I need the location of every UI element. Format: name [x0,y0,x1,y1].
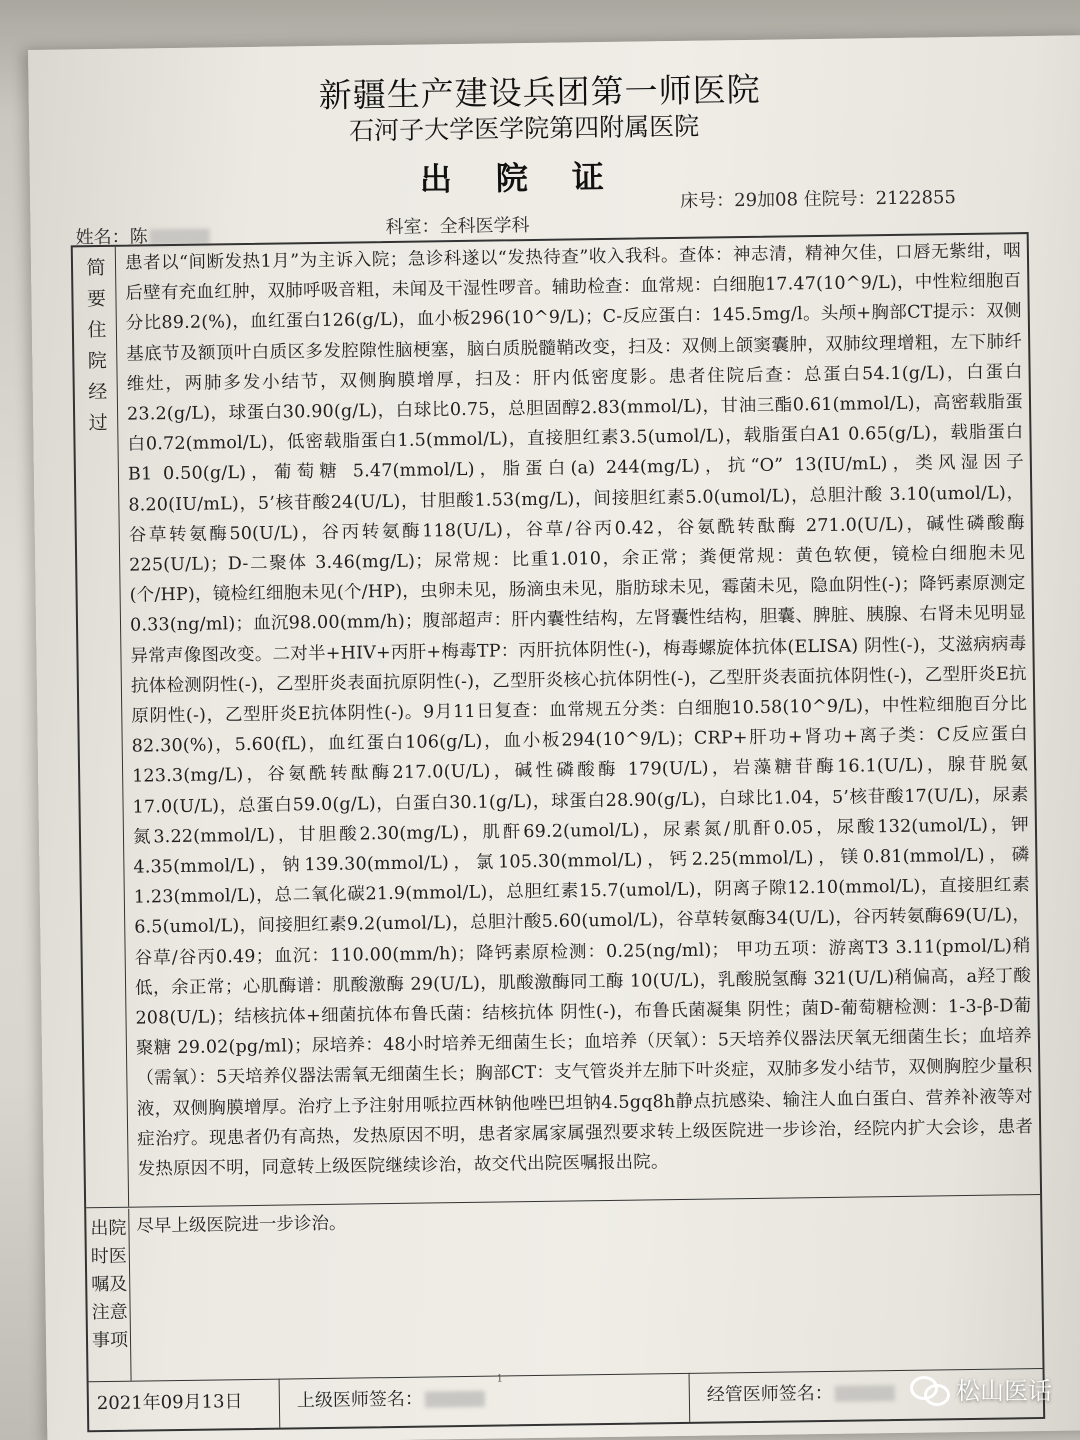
signature-blur [835,1385,895,1402]
footer-divider [689,1373,691,1422]
hospital-course-summary: 患者以“间断发热1月”为主诉入院；急诊科遂以“发热待查”收入我科。查体：神志清，精神欠佳，口唇无紫绀，咽后壁有充血红肿，双肺呼吸音粗，未闻及干湿性啰音。辅助检查：血常规：白细胞17.47(10^9/L)，中性粒细胞百分比89.2(%)，血红蛋白126(g/L)，血小板296(10^9/L)；C-反应蛋白：145.5mg/l。头颅+胸部CT提示：双侧基底节及额顶叶白质区多发腔隙性脑梗塞，脑白质脱髓鞘改变，扫及：双侧上颌窦囊肿，双肺纹理增粗，左下肺纤维灶，两肺多发小结节，双侧胸膜增厚，扫及：肝内低密度影。患者住院后查：总蛋白54.1(g/L)，白蛋白23.2(g/L)，球蛋白30.90(g/L)，白球比0.75，总胆固醇2.83(mmol/L)，甘油三酯0.61(mmol/L)，高密载脂蛋白0.72(mmol/L)，低密载脂蛋白1.5(mmol/L)，直接胆红素3.5(umol/L)，载脂蛋白A1 0.65(g/L)，载脂蛋白B1 0.50(g/L)，葡萄糖 5.47(mmol/L)，脂蛋白(a) 244(mg/L)，抗“O” 13(IU/mL)，类风湿因子8.20(IU/mL)，5’核苷酸24(U/L)，甘胆酸1.53(mg/L)，间接胆红素5.0(umol/L)，总胆汁酸 3.10(umol/L)，谷草转氨酶50(U/L)，谷丙转氨酶118(U/L)，谷草/谷丙0.42，谷氨酰转酞酶 271.0(U/L)，碱性磷酸酶 225(U/L)；D-二聚体 3.46(mg/L)；尿常规：比重1.010，余正常；粪便常规：黄色软便，镜检白细胞未见(个/HP)，镜检红细胞未见(个/HP)，虫卵未见，肠滴虫未见，脂肪球未见，霉菌未见，隐血阴性(-)；降钙素原测定0.33(ng/ml)；血沉98.00(mm/h)；腹部超声：肝内囊性结构，左肾囊性结构，胆囊、脾脏、胰腺、右肾未见明显异常声像图改变。二对半+HIV+丙肝+梅毒TP：丙肝抗体阴性(-)，梅毒螺旋体抗体(ELISA) 阴性(-)，艾滋病病毒抗体检测阴性(-)，乙型肝炎表面抗原阴性(-)，乙型肝炎核心抗体阴性(-)，乙型肝炎表面抗体阴性(-)，乙型肝炎E抗原阴性(-)，乙型肝炎E抗体阴性(-)。9月11日复查：血常规五分类：白细胞10.58(10^9/L)，中性粒细胞百分比82.30(%)，5.60(fL)，血红蛋白106(g/L)，血小板294(10^9/L)；CRP+肝功+肾功+离子类：C反应蛋白123.3(mg/L)，谷氨酰转酞酶217.0(U/L)，碱性磷酸酶 179(U/L)，岩藻糖苷酶16.1(U/L)，腺苷脱氨17.0(U/L)，总蛋白59.0(g/L)，白蛋白30.1(g/L)，球蛋白28.90(g/L)，白球比1.04，5’核苷酸17(U/L)，尿素氮3.22(mmol/L)，甘胆酸2.30(mg/L)，肌酐69.2(umol/L)，尿素氮/肌酐0.05，尿酸132(umol/L)，钾4.35(mmol/L)，钠139.30(mmol/L)，氯105.30(mmol/L)，钙2.25(mmol/L)，镁0.81(mmol/L)，磷1.23(mmol/L)，总二氧化碳21.9(mmol/L)，总胆红素15.7(umol/L)，阴离子隙12.10(mmol/L)，直接胆红素6.5(umol/L)，间接胆红素9.2(umol/L)，总胆汁酸5.60(umol/L)，谷草转氨酶34(U/L)，谷丙转氨酶69(U/L)，谷草/谷丙0.49；血沉：110.00(mm/h)；降钙素原检测：0.25(ng/ml)； 甲功五项：游离T3 3.11(pmol/L)稍低，余正常；心肌酶谱：肌酸激酶 29(U/L)，肌酸激酶同工酶 10(U/L)，乳酸脱氢酶 321(U/L)稍偏高，a羟丁酸 208(U/L)；结核抗体+细菌抗体布鲁氏菌：结核抗体 阴性(-)，布鲁氏菌凝集 阴性；菌D-葡萄糖检测：1-3-β-D葡聚糖 29.02(pg/ml)；尿培养：48小时培养无细菌生长；血培养（厌氧）：5天培养仪器法厌氧无细菌生长；血培养（需氧）：5天培养仪器法需氧无细菌生长；胸部CT：支气管炎并左肺下叶炎症，双肺多发小结节，双侧胸腔少量积液，双侧胸膜增厚。治疗上予注射用哌拉西林钠他唑巴坦钠4.5gq8h静点抗感染、输注人血白蛋白、营养补液等对症治疗。现患者仍有高热，发热原因不明，患者家属家属强烈要求转上级医院进一步诊治，经院内扩大会诊，患者发热原因不明，同意转上级医院继续诊治，故交代出院医嘱报出院。 [124,241,1034,1180]
department-field: 科室：全科医学科 [385,215,530,239]
summary-label: 简要住院经过 [86,256,108,435]
watermark-text: 松山医话 [956,1377,1052,1405]
record-table [71,232,1045,1432]
bed-admission-field: 床号：29加08 住院号：2122855 [680,187,957,212]
discharge-date: 2021年09月13日 [96,1391,243,1415]
supervisor-signature-field [297,1384,485,1413]
watermark [910,1371,1052,1406]
attending-signature-field [707,1378,895,1407]
hospital-name: 新疆生产建设兵团第一师医院 [318,69,761,115]
patient-name-label: 姓名：陈 [75,226,148,249]
discharge-certificate-page [28,35,1080,1440]
hospital-subtitle: 石河子大学医学院第四附属医院 [348,111,700,146]
page-number: 1 [496,1373,504,1385]
wechat-icon [910,1374,948,1404]
column-divider [128,1209,131,1381]
document-title: 出院证 [419,157,649,199]
attending-signature-label: 经管医师签名： [706,1382,833,1406]
footer-divider [279,1379,281,1428]
supervisor-signature-label: 上级医师签名： [296,1388,424,1412]
discharge-orders-label: 出院时医嘱及注意事项 [90,1217,129,1352]
signature-blur [425,1391,485,1408]
row-divider [86,1194,1040,1208]
row-divider [89,1368,1043,1385]
discharge-orders-text: 尽早上级医院进一步诊治。 [136,1213,347,1237]
